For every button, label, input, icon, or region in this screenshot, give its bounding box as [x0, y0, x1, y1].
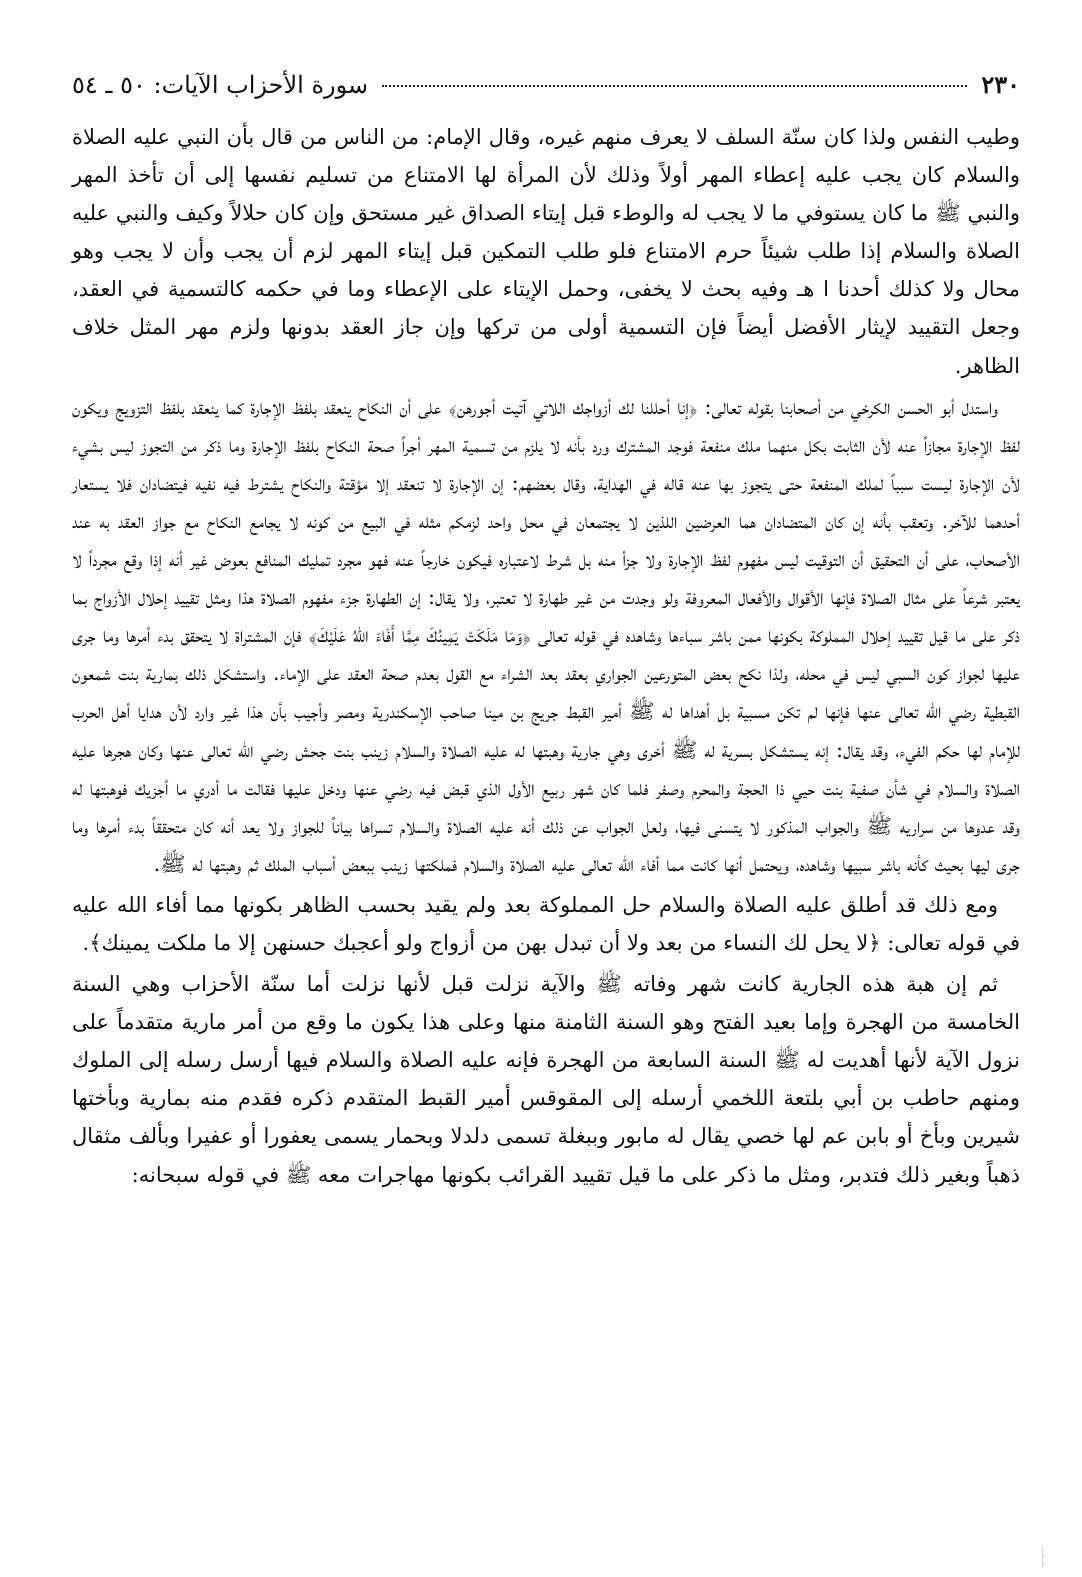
running-head: [72, 70, 1020, 110]
paragraph-1: وطيب النفس ولذا كان سنّة السلف لا يعرف منهم غيره، وقال الإمام: من الناس من قال بأن النبي عليه الصلاة والسلام كان يجب عليه إعطاء المهر أولاً وذلك لأن المرأة لها الامتناع من تسليم نفسها إلى أن تأخذ المهر والنبي ﷺ ما كان يستوفي ما لا يجب له والوطء قبل إيتاء الصداق غير مستحق وإن كان حلالاً وكيف والنبي عليه الصلاة والسلام إذا طلب شيئاً حرم الامتناع فلو طلب التمكين قبل إيتاء المهر لزم أن يجب وأن لا يجب وهو محال ولا كذلك أحدنا ا هـ وفيه بحث لا يخفى، وحمل الإيتاء على الإعطاء وما في حكمه كالتسمية في العقد، وجعل التقييد لإيثار الأفضل أيضاً فإن التسمية أولى من تركها وإن جاز العقد بدونها ولزم مهر المثل خلاف الظاهر.: [72, 125, 1020, 378]
dotted-leader: [382, 85, 967, 87]
page: [72, 70, 1020, 1197]
body-text: [72, 118, 1020, 1194]
paragraph-3: ومع ذلك قد أطلق عليه الصلاة والسلام حل المملوكة بعد ولم يقيد بحسب الظاهر بكونها مما أفاء الله عليه في قوله تعالى: ﴿لا يحل لك النساء من بعد ولا أن تبدل بهن من أزواج ولو أعجبك حسنهن إلا ما ملكت يمينك﴾.: [72, 892, 1020, 955]
paragraph-4: ثم إن هبة هذه الجارية كانت شهر وفاته ﷺ والآية نزلت قبل لأنها نزلت أما سنّة الأحزاب وهي السنة الخامسة من الهجرة وإما بعيد الفتح وهو السنة الثامنة منها وعلى هذا يكون ما وقع من أمر مارية متقدماً على نزول الآية لأنها أهديت له ﷺ السنة السابعة من الهجرة فإنه عليه الصلاة والسلام فيها أرسل رسله إلى الملوك ومنهم حاطب بن أبي بلتعة اللخمي أرسله إلى المقوقس أمير القبط المتقدم ذكره فقدم منه بمارية وبأختها شيرين وبأخ أو بابن عم لها خصي يقال له مابور وببغلة تسمى دلدلا وبحمار يسمى يعفورا أو عفيرا وبألف مثقال ذهباً وبغير ذلك فتدبر، ومثل ما ذكر على ما قيل تقييد القرائب بكونها مهاجرات معه ﷺ في قوله سبحانه:: [72, 972, 1020, 1187]
scan-edge-mark: [1042, 1548, 1044, 1568]
paragraph-2: واستدل أبو الحسن الكرخي من أصحابنا بقوله تعالى: ﴿إنا أحللنا لك أزواجك اللاتي آتيت أجورهن﴾ على أن النكاح ينعقد بلفظ الإجارة كما ينعقد بلفظ التزويج ويكون لفظ الإجارة مجازاً عنه لأن الثابت بكل منهما ملك منفعة فوجد المشترك ورد بأنه لا يلزم من تسمية المهر أجراً صحة النكاح بلفظ الإجارة وما ذكر من التجوز ليس بشيء لأن الإجارة ليست سبباً لملك المنفعة حتى يتجوز بها عنه قاله في الهداية، وقال بعضهم: إن الإجارة لا تنعقد إلا مؤقتة والنكاح يشترط فيه نفيه فيتضادان فلا يستعار أحدهما للآخر. وتعقب بأنه إن كان المتضادان هما العرضين اللذين لا يجتمعان في محل واحد لزمكم مثله في البيع من كونه لا يجامع النكاح مع جواز العقد به عند الأصحاب، على أن التحقيق أن التوقيت ليس مفهوم لفظ الإجارة ولا جزأ منه بل شرط لاعتباره فيكون خارجاً عنه فهو مجرد تمليك المنافع بعوض غير أنه إذا وقع مجرداً لا يعتبر شرعاً على مثال الصلاة فإنها الأقوال والأفعال المعروفة ولو وجدت من غير طهارة لا تعتبر، ولا يقال: إن الطهارة جزء مفهوم الصلاة هذا ومثل تقييد إحلال الأزواج بما ذكر على ما قيل تقييد إحلال المملوكة بكونها ممن باشر سباءها وشاهده في قوله تعالى ﴿وَمَا مَلَكَتْ يَمِينُكَ مِمَّا أَفَاءَ اللهُ عَلَيْكَ﴾ فإن المشتراة لا يتحقق بدء أمرها وما جرى عليها لجواز كون السبي ليس في محله، ولذا نكح بعض المتورعين الجواري بعقد بعد الشراء مع القول بعدم صحة العقد على الإماء. واستشكل ذلك بمارية بنت شمعون القبطية رضي الله تعالى عنها فإنها لم تكن مسبية بل أهداها له ﷺ أمير القبط جريج بن مينا صاحب الإسكندرية ومصر وأجيب بأن هذا غير وارد لأن هدايا أهل الحرب للإمام لها حكم الفيء، وقد يقال: إنه يستشكل بسرية له ﷺ أخرى وهي جارية وهبتها له عليه الصلاة والسلام زينب بنت جحش رضي الله تعالى عنها وكان هجرها عليه الصلاة والسلام في شأن صفية بنت حيي ذا الحجة والمحرم وصفر فلما كان شهر ربيع الأول الذي قبض فيه رضي عنها ودخل عليها فقالت ما أدري ما أجزيك فوهبتها له وقد عدوها من سراريه ﷺ والجواب المذكور لا يتسنى فيها، ولعل الجواب عن ذلك أنه عليه الصلاة والسلام تسراها بياناً للجواز ولا يعد أنه كان متحققاً بدء أمرها وما جرى ليها بحيث كأنه باشر سبيها وشاهده، ويحتمل أنها كانت مما أفاء الله تعالى عليه الصلاة والسلام فملكتها زينب ببعض أسباب الملك ثم وهبتها له ﷺ.: [72, 394, 1020, 876]
running-title: سورة الأحزاب الآيات: ٥٠ ـ ٥٤: [72, 71, 369, 99]
page-number: ٢٣٠: [981, 70, 1020, 99]
